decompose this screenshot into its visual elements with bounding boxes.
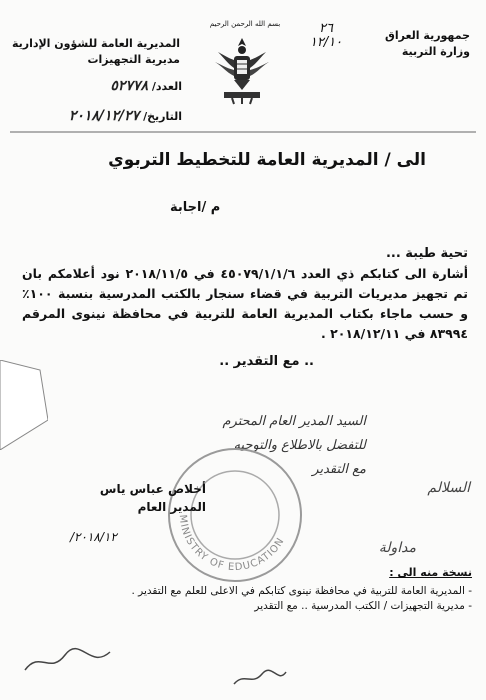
date-line [12, 108, 182, 124]
header-general-directorate: المديرية العامة للشؤون الإدارية [11, 37, 180, 50]
copies-list [2, 584, 472, 614]
signature-date: ٢٠١٨/١٢/ [70, 530, 117, 544]
letter-body: أشارة الى كتابكم ذي العدد ٤٥٠٧٩/١/١/٦ في ٢٠١٨/١١/٥ نود أعلامكم بان تم تجهيز مديريات التربية في قضاء سنجار بالكتب المدرسية بنسبة ١٠٠٪ و حسب ماجاء بكتاب المديرية العامة للتربية في محافظة نينوى المرقم ٨٣٩٩٤ في ٢٠١٨/١٢/١١ . [22, 266, 468, 341]
regards-line: .. مع التقدير .. [219, 354, 314, 369]
margin-handwriting-1: مداولة [378, 540, 416, 556]
signer-name: أخلاص عباس ياس [99, 482, 206, 496]
date-label: التاريخ/ [143, 110, 182, 123]
stamp-text: MINISTRY OF EDUCATION [176, 514, 287, 574]
signature-block [56, 480, 206, 516]
iraq-eagle-emblem [212, 34, 272, 106]
basmala: بسم الله الرحمن الرحيم [209, 20, 281, 28]
initials-scribble [20, 640, 120, 680]
initials-scribble-2 [230, 666, 290, 690]
svg-text:MINISTRY OF EDUCATION [177, 514, 287, 573]
signer-title: المدير العام [137, 500, 206, 514]
header-ministry-name: وزارة التربية [401, 45, 470, 58]
greeting: تحية طيبة ... [385, 246, 468, 261]
header-directorate [10, 36, 180, 68]
recipient-line: الى / المديرية العامة للتخطيط التربوي [108, 150, 426, 170]
reference-number-line [12, 78, 182, 94]
subject-line: م /اجابة [170, 200, 221, 215]
reference-label: العدد/ [151, 80, 182, 93]
handwritten-note-line: مع التقدير [312, 462, 366, 477]
margin-handwriting-2: السلالم [427, 480, 470, 496]
copies-item: - مديرية التجهيزات / الكتب المدرسية .. مع التقدير [254, 600, 472, 612]
date-value: ٢٠١٨/١٢/٢٧ [68, 108, 140, 124]
copies-item: - المديرية العامة للتربية في محافظة نينوى كتابكم في الاعلى للعلم مع التقدير . [131, 585, 472, 597]
handwritten-note-line: للتفضل بالاطلاع والتوجيه [233, 438, 366, 453]
copies-heading: نسخة منه الى : [389, 566, 472, 579]
header-ministry [350, 28, 470, 60]
header-divider [10, 130, 476, 134]
handwritten-note-line: السيد المدير العام المحترم [222, 414, 366, 429]
header-country: جمهورية العراق [385, 29, 470, 42]
reference-value: ٥٢٧٧٨ [110, 78, 149, 94]
torn-corner [0, 360, 48, 450]
header-sub-directorate: مديرية التجهيزات [87, 53, 180, 66]
handwritten-incoming-number: ٢٦ ١٢/١٠ [309, 21, 343, 50]
